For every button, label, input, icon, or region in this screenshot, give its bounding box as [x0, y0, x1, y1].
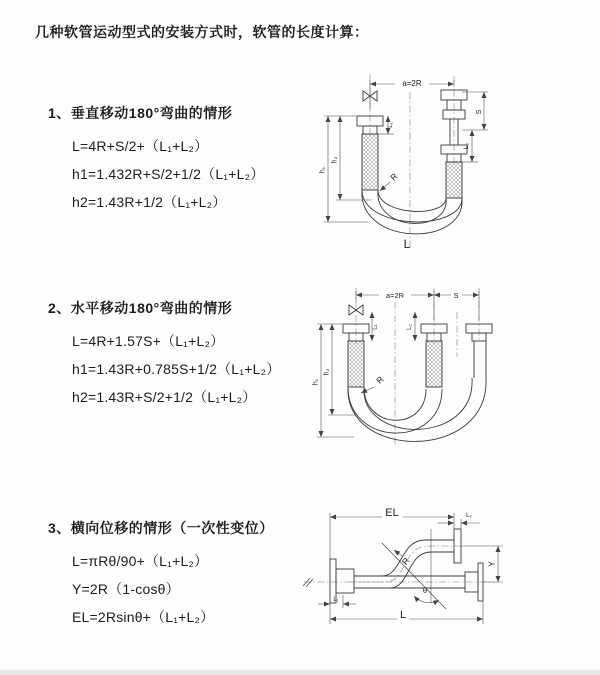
- dim-label-radius: R: [374, 374, 386, 386]
- formula-line: h1=1.43R+0.785S+1/2（L₁+L₂）: [72, 361, 281, 377]
- diagram-horizontal-bend: [308, 282, 600, 452]
- section-3-formulas: [72, 547, 274, 631]
- dim-label-length: L: [403, 237, 411, 251]
- formula-line: L=4R+S/2+（L₁+L₂）: [72, 138, 209, 154]
- diagram-vertical-bend: [310, 68, 595, 266]
- formula-line: Y=2R（1-cosθ）: [72, 581, 180, 597]
- dim-label-radius: R: [388, 171, 400, 183]
- dim-label-radius: R: [399, 555, 412, 567]
- section-2: [48, 298, 280, 411]
- formula-line: h2=1.43R+S/2+1/2（L₁+L₂）: [72, 389, 257, 405]
- formula-line: L=4R+1.57S+（L₁+L₂）: [72, 333, 225, 349]
- dim-label-fit1: L₁: [333, 597, 339, 603]
- section-2-formulas: [72, 327, 280, 411]
- dim-label-length: L: [399, 609, 407, 621]
- dim-label-fit2: L₂: [463, 142, 470, 150]
- dim-label-stroke: S: [453, 291, 459, 300]
- dim-label-span: a=2R: [385, 291, 405, 300]
- dim-label-h2: h₂: [331, 156, 339, 164]
- dimensions: [317, 289, 479, 437]
- dim-label-fit2: L₂: [407, 324, 413, 330]
- scan-edge: [0, 670, 600, 675]
- dim-label-fit1: L₁: [372, 324, 379, 330]
- dim-label-offset: Y: [487, 561, 497, 567]
- dim-label-span: EL: [385, 507, 399, 519]
- centerlines: [304, 546, 494, 582]
- centerlines: [356, 288, 479, 444]
- dim-label-fit1: L₁: [388, 122, 394, 128]
- section-3: [48, 518, 274, 631]
- formula-line: L=πRθ/90+（L₁+L₂）: [72, 553, 209, 569]
- section-2-heading: 2、水平移动180°弯曲的情形: [48, 300, 233, 316]
- dim-label-h2: h₂: [323, 368, 331, 376]
- dim-label-span: a=2R: [402, 79, 422, 88]
- section-3-heading: 3、横向位移的情形（一次性变位）: [48, 520, 274, 536]
- dim-label-fit2: L₂: [466, 513, 472, 519]
- dim-label-stroke: S: [474, 109, 483, 115]
- section-1: [48, 103, 264, 216]
- section-1-heading: 1、垂直移动180°弯曲的情形: [48, 105, 233, 121]
- dim-label-h1: h₁: [319, 166, 327, 174]
- dim-label-angle: θ: [422, 586, 428, 595]
- formula-line: EL=2Rsinθ+（L₁+L₂）: [72, 609, 215, 625]
- dim-label-h1: h₁: [312, 378, 320, 386]
- hose-assembly: [343, 305, 492, 441]
- formula-line: h2=1.43R+1/2（L₁+L₂）: [72, 194, 227, 210]
- section-1-formulas: [72, 132, 264, 216]
- dimensions: [318, 513, 503, 624]
- diagram-lateral-displacement: [298, 503, 600, 651]
- page-title: 几种软管运动型式的安装方式时，软管的长度计算：: [35, 24, 369, 40]
- hose-assembly: [357, 90, 467, 234]
- formula-line: h1=1.432R+S/2+1/2（L₁+L₂）: [72, 166, 265, 182]
